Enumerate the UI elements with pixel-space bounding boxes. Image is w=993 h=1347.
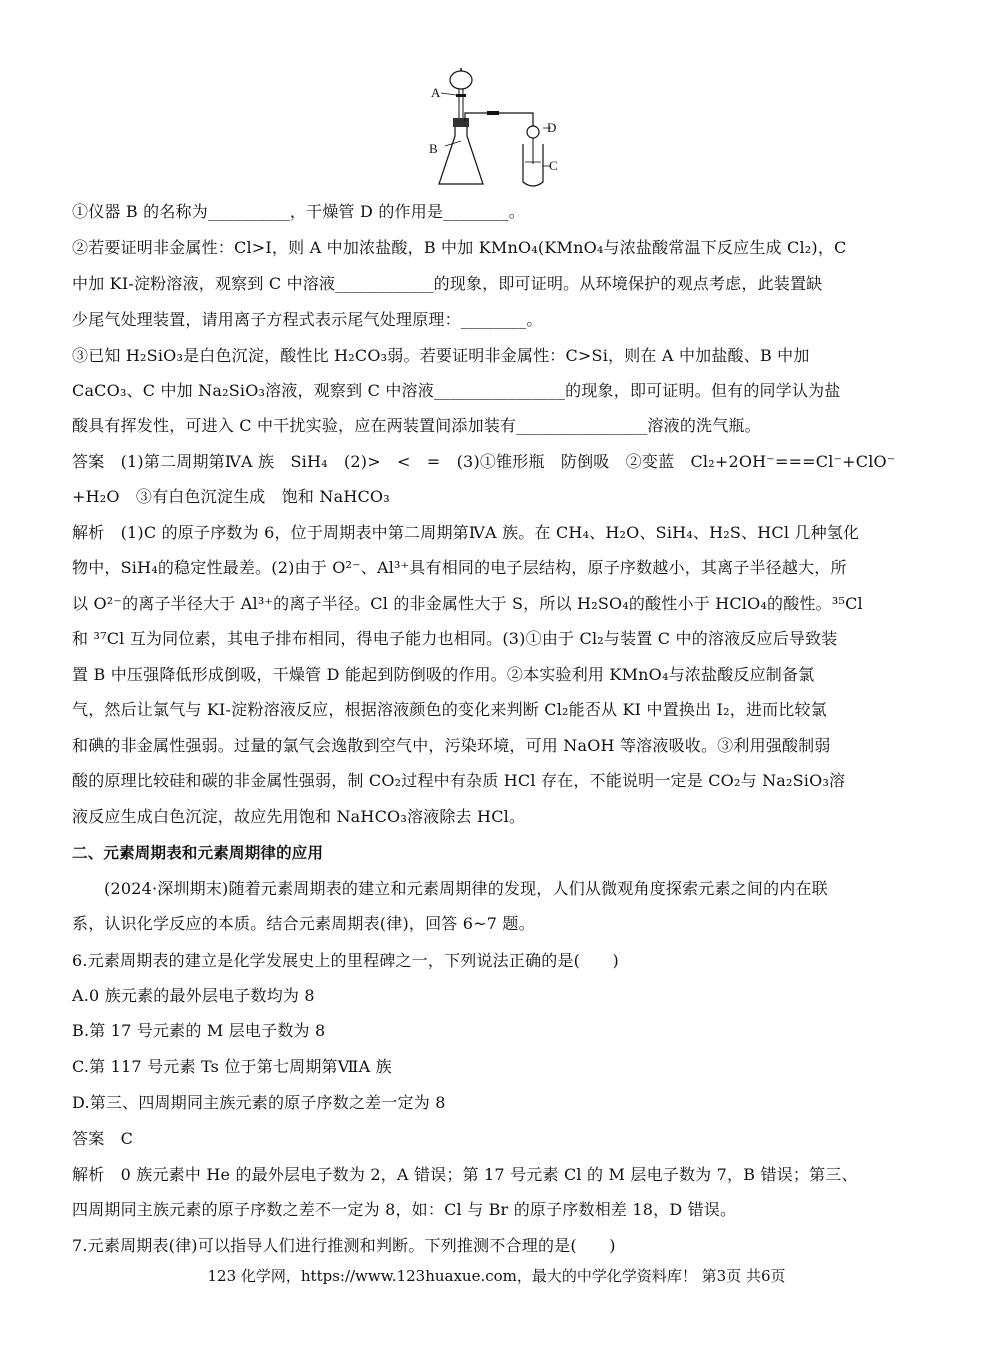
- analysis-line-8: 酸的原理比较硅和碳的非金属性强弱，制 CO₂过程中有杂质 HCl 存在，不能说明一定是 CO₂与 Na₂SiO₃溶: [72, 771, 846, 790]
- apparatus-drawing: [425, 66, 575, 192]
- analysis-6-line-2: 四周期同主族元素的原子序数之差不一定为 8，如：Cl 与 Br 的原子序数相差 18，D 错误。: [72, 1200, 737, 1219]
- analysis-line-3: 以 O²⁻的离子半径大于 Al³⁺的离子半径。Cl 的非金属性大于 S，所以 H₂SO₄的酸性小于 HClO₄的酸性。³⁵Cl: [72, 594, 863, 613]
- intro-line-1: (2024·深圳期末)随着元素周期表的建立和元素周期律的发现，人们从微观角度探索元素之间的内在联: [104, 879, 828, 898]
- option-c: C.第 117 号元素 Ts 位于第七周期第ⅦA 族: [72, 1057, 392, 1076]
- question-line-1: ①仪器 B 的名称为__________，干燥管 D 的作用是________。: [72, 202, 525, 221]
- option-d: D.第三、四周期同主族元素的原子序数之差一定为 8: [72, 1093, 446, 1112]
- intro-line-2: 系，认识化学反应的本质。结合元素周期表(律)，回答 6~7 题。: [72, 914, 535, 933]
- analysis-6-line-1: 解析 0 族元素中 He 的最外层电子数为 2，A 错误；第 17 号元素 Cl 的 M 层电子数为 7，B 错误；第三、: [72, 1165, 858, 1184]
- answer-line-1: 答案 (1)第二周期第ⅣA 族 SiH₄ (2)> < = (3)①锥形瓶 防倒吸 ②变蓝 Cl₂+2OH⁻===Cl⁻+ClO⁻: [72, 452, 896, 471]
- analysis-line-6: 气，然后让氯气与 KI-淀粉溶液反应，根据溶液颜色的变化来判断 Cl₂能否从 KI 中置换出 I₂，进而比较氯: [72, 700, 827, 719]
- analysis-line-5: 置 B 中压强降低形成倒吸，干燥管 D 能起到防倒吸的作用。②本实验利用 KMnO₄与浓盐酸反应制备氯: [72, 665, 815, 684]
- question-line-7: 酸具有挥发性，可进入 C 中干扰实验，应在两装置间添加装有________________溶液的洗气瓶。: [72, 416, 761, 435]
- apparatus-diagram: [425, 66, 575, 192]
- option-b: B.第 17 号元素的 M 层电子数为 8: [72, 1021, 326, 1040]
- question-line-4: 少尾气处理装置，请用离子方程式表示尾气处理原理：________。: [72, 310, 543, 329]
- page-footer: 123 化学网，https://www.123huaxue.com，最大的中学化学资料库！ 第3页 共6页: [207, 1267, 786, 1285]
- question-7: 7.元素周期表(律)可以指导人们进行推测和判断。下列推测不合理的是( ): [72, 1236, 616, 1255]
- analysis-line-2: 物中，SiH₄的稳定性最差。(2)由于 O²⁻、Al³⁺具有相同的电子层结构，原子序数越小，其离子半径越大，所: [72, 558, 847, 577]
- analysis-line-4: 和 ³⁷Cl 互为同位素，其电子排布相同，得电子能力也相同。(3)①由于 Cl₂与装置 C 中的溶液反应后导致装: [72, 629, 838, 648]
- question-line-2: ②若要证明非金属性：Cl>I，则 A 中加浓盐酸，B 中加 KMnO₄(KMnO₄与浓盐酸常温下反应生成 Cl₂)，C: [72, 238, 847, 257]
- answer-line-2: +H₂O ③有白色沉淀生成 饱和 NaHCO₃: [72, 487, 390, 506]
- question-line-3: 中加 KI-淀粉溶液，观察到 C 中溶液____________的现象，即可证明。从环境保护的观点考虑，此装置缺: [72, 274, 823, 293]
- analysis-line-9: 液反应生成白色沉淀，故应先用饱和 NaHCO₃溶液除去 HCl。: [72, 807, 526, 826]
- analysis-line-1: 解析 (1)C 的原子序数为 6，位于周期表中第二周期第ⅣA 族。在 CH₄、H₂O、SiH₄、H₂S、HCl 几种氢化: [72, 523, 860, 542]
- section-heading: 二、元素周期表和元素周期律的应用: [72, 844, 324, 862]
- analysis-line-7: 和碘的非金属性强弱。过量的氯气会逸散到空气中，污染环境，可用 NaOH 等溶液吸收。③利用强酸制弱: [72, 736, 831, 755]
- option-a: A.0 族元素的最外层电子数均为 8: [72, 986, 315, 1005]
- label-c: C: [549, 158, 558, 173]
- question-line-6: CaCO₃、C 中加 Na₂SiO₃溶液，观察到 C 中溶液________________的现象，即可证明。但有的同学认为盐: [72, 381, 841, 400]
- question-line-5: ③已知 H₂SiO₃是白色沉淀，酸性比 H₂CO₃弱。若要证明非金属性：C>Si，则在 A 中加盐酸、B 中加: [72, 346, 810, 365]
- label-d: D: [547, 120, 557, 135]
- question-6: 6.元素周期表的建立是化学发展史上的里程碑之一，下列说法正确的是( ): [72, 951, 619, 970]
- answer-6: 答案 C: [72, 1129, 134, 1148]
- label-b: B: [429, 141, 438, 156]
- label-a: A: [431, 85, 441, 100]
